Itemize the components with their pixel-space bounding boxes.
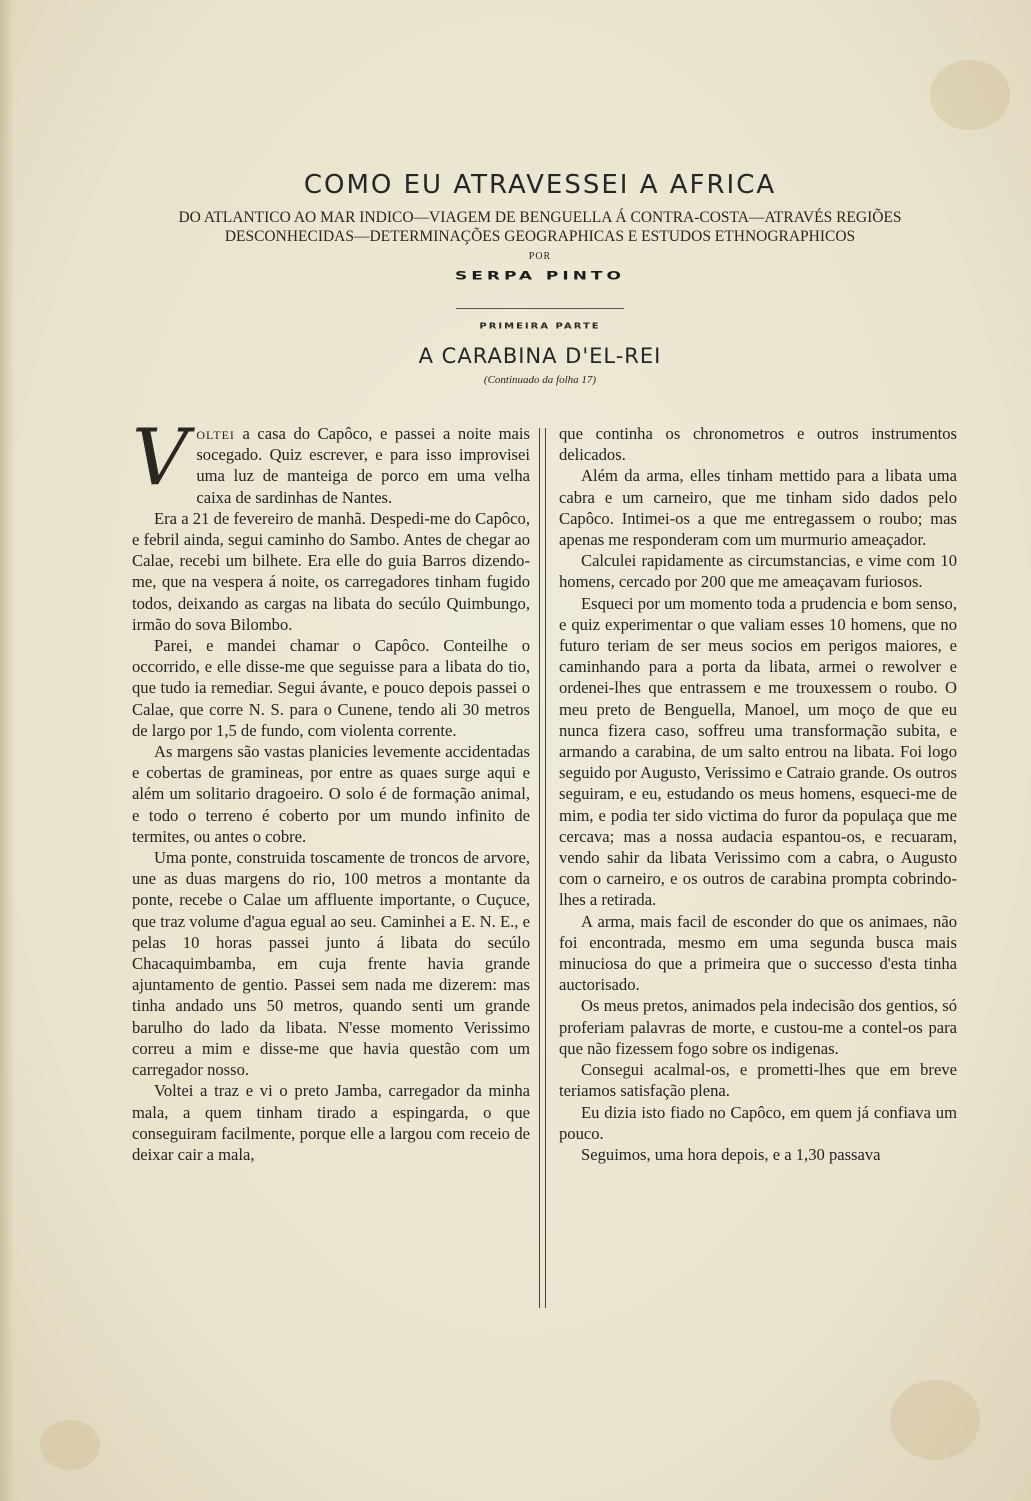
byline-por: POR [528,251,552,262]
page-edge [0,0,14,1501]
author-name: SERPA PINTO [455,269,625,283]
subtitle: DO ATLANTICO AO MAR INDICO—VIAGEM DE BENGUELLA Á CONTRA-COSTA—ATRAVÉS REGIÕES DESCONHECIDAS—DETERMINAÇÕES GEOGRAPHICAS E ESTUDOS ETHNOGRAPHICOS [178,209,902,245]
paragraph [132,413,530,508]
paper-stain [890,1380,980,1460]
page-title: COMO EU ATRAVESSEI A AFRICA [303,170,777,200]
column-divider [539,428,546,1308]
paragraph: Voltei a traz e vi o preto Jamba, carregador da minha mala, a quem tinham tirado a espingarda, o que conseguiram facilmente, porque elle a largou com receio de deixar cair a mala, [132,1081,530,1164]
paragraph: Consegui acalmal-os, e prometti-lhes que em breve teriamos satisfação plena. [559,1060,957,1101]
right-column [559,423,957,1165]
paragraph: Além da arma, elles tinham mettido para a libata uma cabra e um carneiro, que me tinham sido dados pelo Capôco. Intimei-os a que me entregassem o roubo; mas apenas me responderam com um murmurio ameaçador. [559,466,957,550]
paragraph: Esqueci por um momento toda a prudencia e bom senso, e quiz experimentar o que valiam esses 10 homens, que no futuro teriam de ser meus socios em perigos maiores, e caminhando para a porta da libata, armei o rewolver e ordenei-lhes que entrassem e me trouxessem o roubo. O meu preto de Benguella, Manoel, um moço de que eu nunca fizera caso, soffreu uma transformação subita, e armando a carabina, de um salto entrou na libata. Foi logo seguido por Augusto, Verissimo e Catraio grande. Os outros seguiram, e eu, estudando os meus homens, esqueci-me de mim, e podia ter sido victima do furor da populaça que me cercava; mas a nossa audacia espantou-os, e recuaram, vendo sahir da libata Verissimo com a cabra, o Augusto com o carneiro, e os outros de carabina prompta cobrindo-lhes a retirada. [559,593,957,910]
paragraph: As margens são vastas planicies levemente accidentadas e cobertas de gramineas, por entre as quaes surge aqui e além um solitario dragoeiro. O solo é de formação animal, e todo o terreno é coberto por um mundo infinito de termites, ou antes o cobre. [132,742,530,846]
paragraph: Seguimos, uma hora depois, e a 1,30 passava [581,1144,881,1164]
section-title: A CARABINA D'EL-REI [418,344,662,368]
paragraph: que continha os chronometros e outros instrumentos delicados. [559,424,957,465]
paragraph: Os meus pretos, animados pela indecisão dos gentios, só proferiam palavras de morte, e custou-me a contel-os para que não fizessem fogo sobre os indigenas. [559,996,957,1058]
part-label: PRIMEIRA PARTE [479,322,601,331]
paper-stain [930,60,1010,130]
left-column [132,413,530,1165]
paragraph-text: a casa do Capôco, e passei a noite mais socegado. Quiz escrever, e para isso improvisei uma luz de manteiga de porco em uma velha caixa de sardinhas de Nantes. [196,424,530,507]
paper-stain [40,1420,100,1470]
paragraph: Uma ponte, construida toscamente de troncos de arvore, une as duas margens do rio, 100 metros a montante da ponte, recebe o Calae um affluente importante, o Cuçuce, que traz volume d'agua egual ao seu. Caminhei a E. N. E., e pelas 10 horas passei junto á libata do secúlo Chacaquimbamba, em cuja frente havia grande ajuntamento de gentio. Passei sem nada me dizerem: mas tinha andado uns 50 metros, quando senti um grande barulho do lado da libata. N'esse momento Verissimo correu a mim e disse-me que havia questão com um carregador nosso. [132,848,530,1080]
paragraph: A arma, mais facil de esconder do que os animaes, não foi encontrada, mesmo em uma segunda busca mais minuciosa do que a primeira que o successo d'esta tinha auctorisado. [559,911,957,995]
paragraph: Eu dizia isto fiado no Capôco, em quem já confiava um pouco. [559,1102,957,1143]
paragraph: Era a 21 de fevereiro de manhã. Despedi-me do Capôco, e febril ainda, segui caminho do Sambo. Antes de chegar ao Calae, recebi um bilhete. Era elle do guia Barros dizendo-me, que na vespera á noite, os carregadores tinham fugido todos, deixando as cargas na libata do secúlo Quimbungo, irmão do sova Bilombo. [132,508,530,634]
drop-cap: V [132,413,189,503]
paragraph: Calculei rapidamente as circumstancias, e vime com 10 homens, cercado por 200 que me ameaçavam furiosos. [559,551,957,592]
paragraph: Parei, e mandei chamar o Capôco. Conteilhe o occorrido, e elle disse-me que seguisse para a libata do tio, que tudo ia remediar. Segui ávante, e pouco depois passei o Calae, que corre N. S. para o Cunene, tendo ali 30 metros de largo por 1,5 de fundo, com violenta corrente. [132,636,530,740]
first-word: oltei [196,424,235,443]
header-rule [456,308,624,309]
article-header [100,160,980,386]
continued-note: (Continuado da folha 17) [483,374,597,386]
